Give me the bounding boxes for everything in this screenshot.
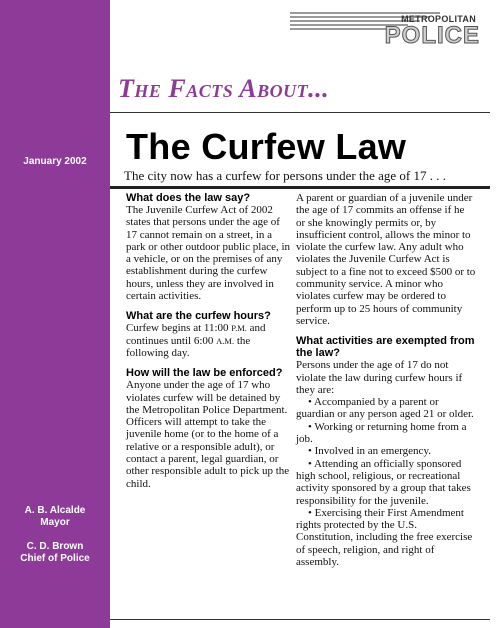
exemption-item: • Involved in an emergency.	[308, 445, 431, 458]
signatory-title: Chief of Police	[20, 553, 90, 564]
metropolitan-police-logo	[290, 8, 490, 50]
kicker-facts	[118, 74, 329, 104]
exemption-item: • Exercising their First Amendment rights protected by the U.S. Constitution, including the free exercise of speech, religion, and right of assembly.	[296, 506, 473, 569]
left-column	[126, 192, 291, 498]
answer-text: Persons under the age of 17 do not violate the law during curfew hours if they are:	[296, 359, 463, 396]
question-heading: What are the curfew hours?	[126, 310, 271, 323]
subhead-rule	[110, 186, 490, 189]
question-heading: What does the law say?	[126, 192, 251, 204]
exemption-item: • Accompanied by a parent or guardian or any person aged 21 or older.	[296, 396, 474, 421]
answer-fragment: A.M.	[216, 335, 235, 346]
signatory-chief	[0, 541, 110, 565]
question-heading: What activities are exempted from the law?	[296, 335, 475, 360]
header-rule	[110, 112, 490, 113]
answer-text	[126, 322, 291, 359]
logo-main-text: POLICE	[384, 22, 480, 49]
question-heading: How will the law be enforced?	[126, 367, 283, 380]
logo-top-text: METROPOLITAN	[401, 14, 476, 24]
signatory-name: C. D. Brown	[26, 541, 84, 552]
signatory-mayor	[0, 505, 110, 529]
kicker-facts-text: The Facts About...	[118, 74, 330, 103]
answer-text: The Juvenile Curfew Act of 2002 states that persons under the age of 17 cannot remain on a street, in a park or other outdoor public place, in a vehicle, or on the premises of any establishment during the curfew hours, unless they are involved in certain activities.	[126, 204, 291, 303]
exemption-item: • Working or returning home from a job.	[296, 420, 467, 446]
logo-stripe	[290, 28, 394, 30]
issue-date: January 2002	[23, 156, 87, 167]
answer-text: Anyone under the age of 17 who violates curfew will be detained by the Metropolitan Police Department. Officers will attempt to take the juvenile home (or to the home of a relative or a responsible adult), or contact a parent, legal guardian, or other responsible adult to pick up the child.	[126, 379, 290, 490]
page-subtitle: The city now has a curfew for persons under the age of 17 . . .	[124, 168, 447, 183]
answer-fragment: Curfew begins at 11:00	[126, 322, 229, 335]
exemption-item: • Attending an officially sponsored high school, religious, or recreational activity sponsored by a group that takes responsibility for the juvenile.	[296, 457, 471, 507]
answer-fragment: P.M.	[231, 323, 247, 334]
answer-fragment: and continues until 6:00	[126, 322, 266, 347]
answer-fragment: the following day.	[126, 334, 251, 359]
footer-rule	[110, 619, 490, 620]
page-title: The Curfew Law	[126, 126, 407, 167]
signatory-name: A. B. Alcalde	[24, 505, 86, 516]
kicker-know-text: Know	[22, 74, 94, 107]
kicker-know	[22, 74, 93, 108]
signatory-title: Mayor	[40, 517, 70, 528]
right-column	[296, 192, 476, 568]
answer-text: A parent or guardian of a juvenile under the age of 17 commits an offense if he or she knowingly permits or, by insufficient control, allows the minor to violate the curfew law. Any adult who violates the Juvenile Curfew Act is subject to a fine not to exceed $500 or to community service. A minor who violates curfew may be ordered to perform up to 25 hours of community service.	[296, 192, 476, 327]
